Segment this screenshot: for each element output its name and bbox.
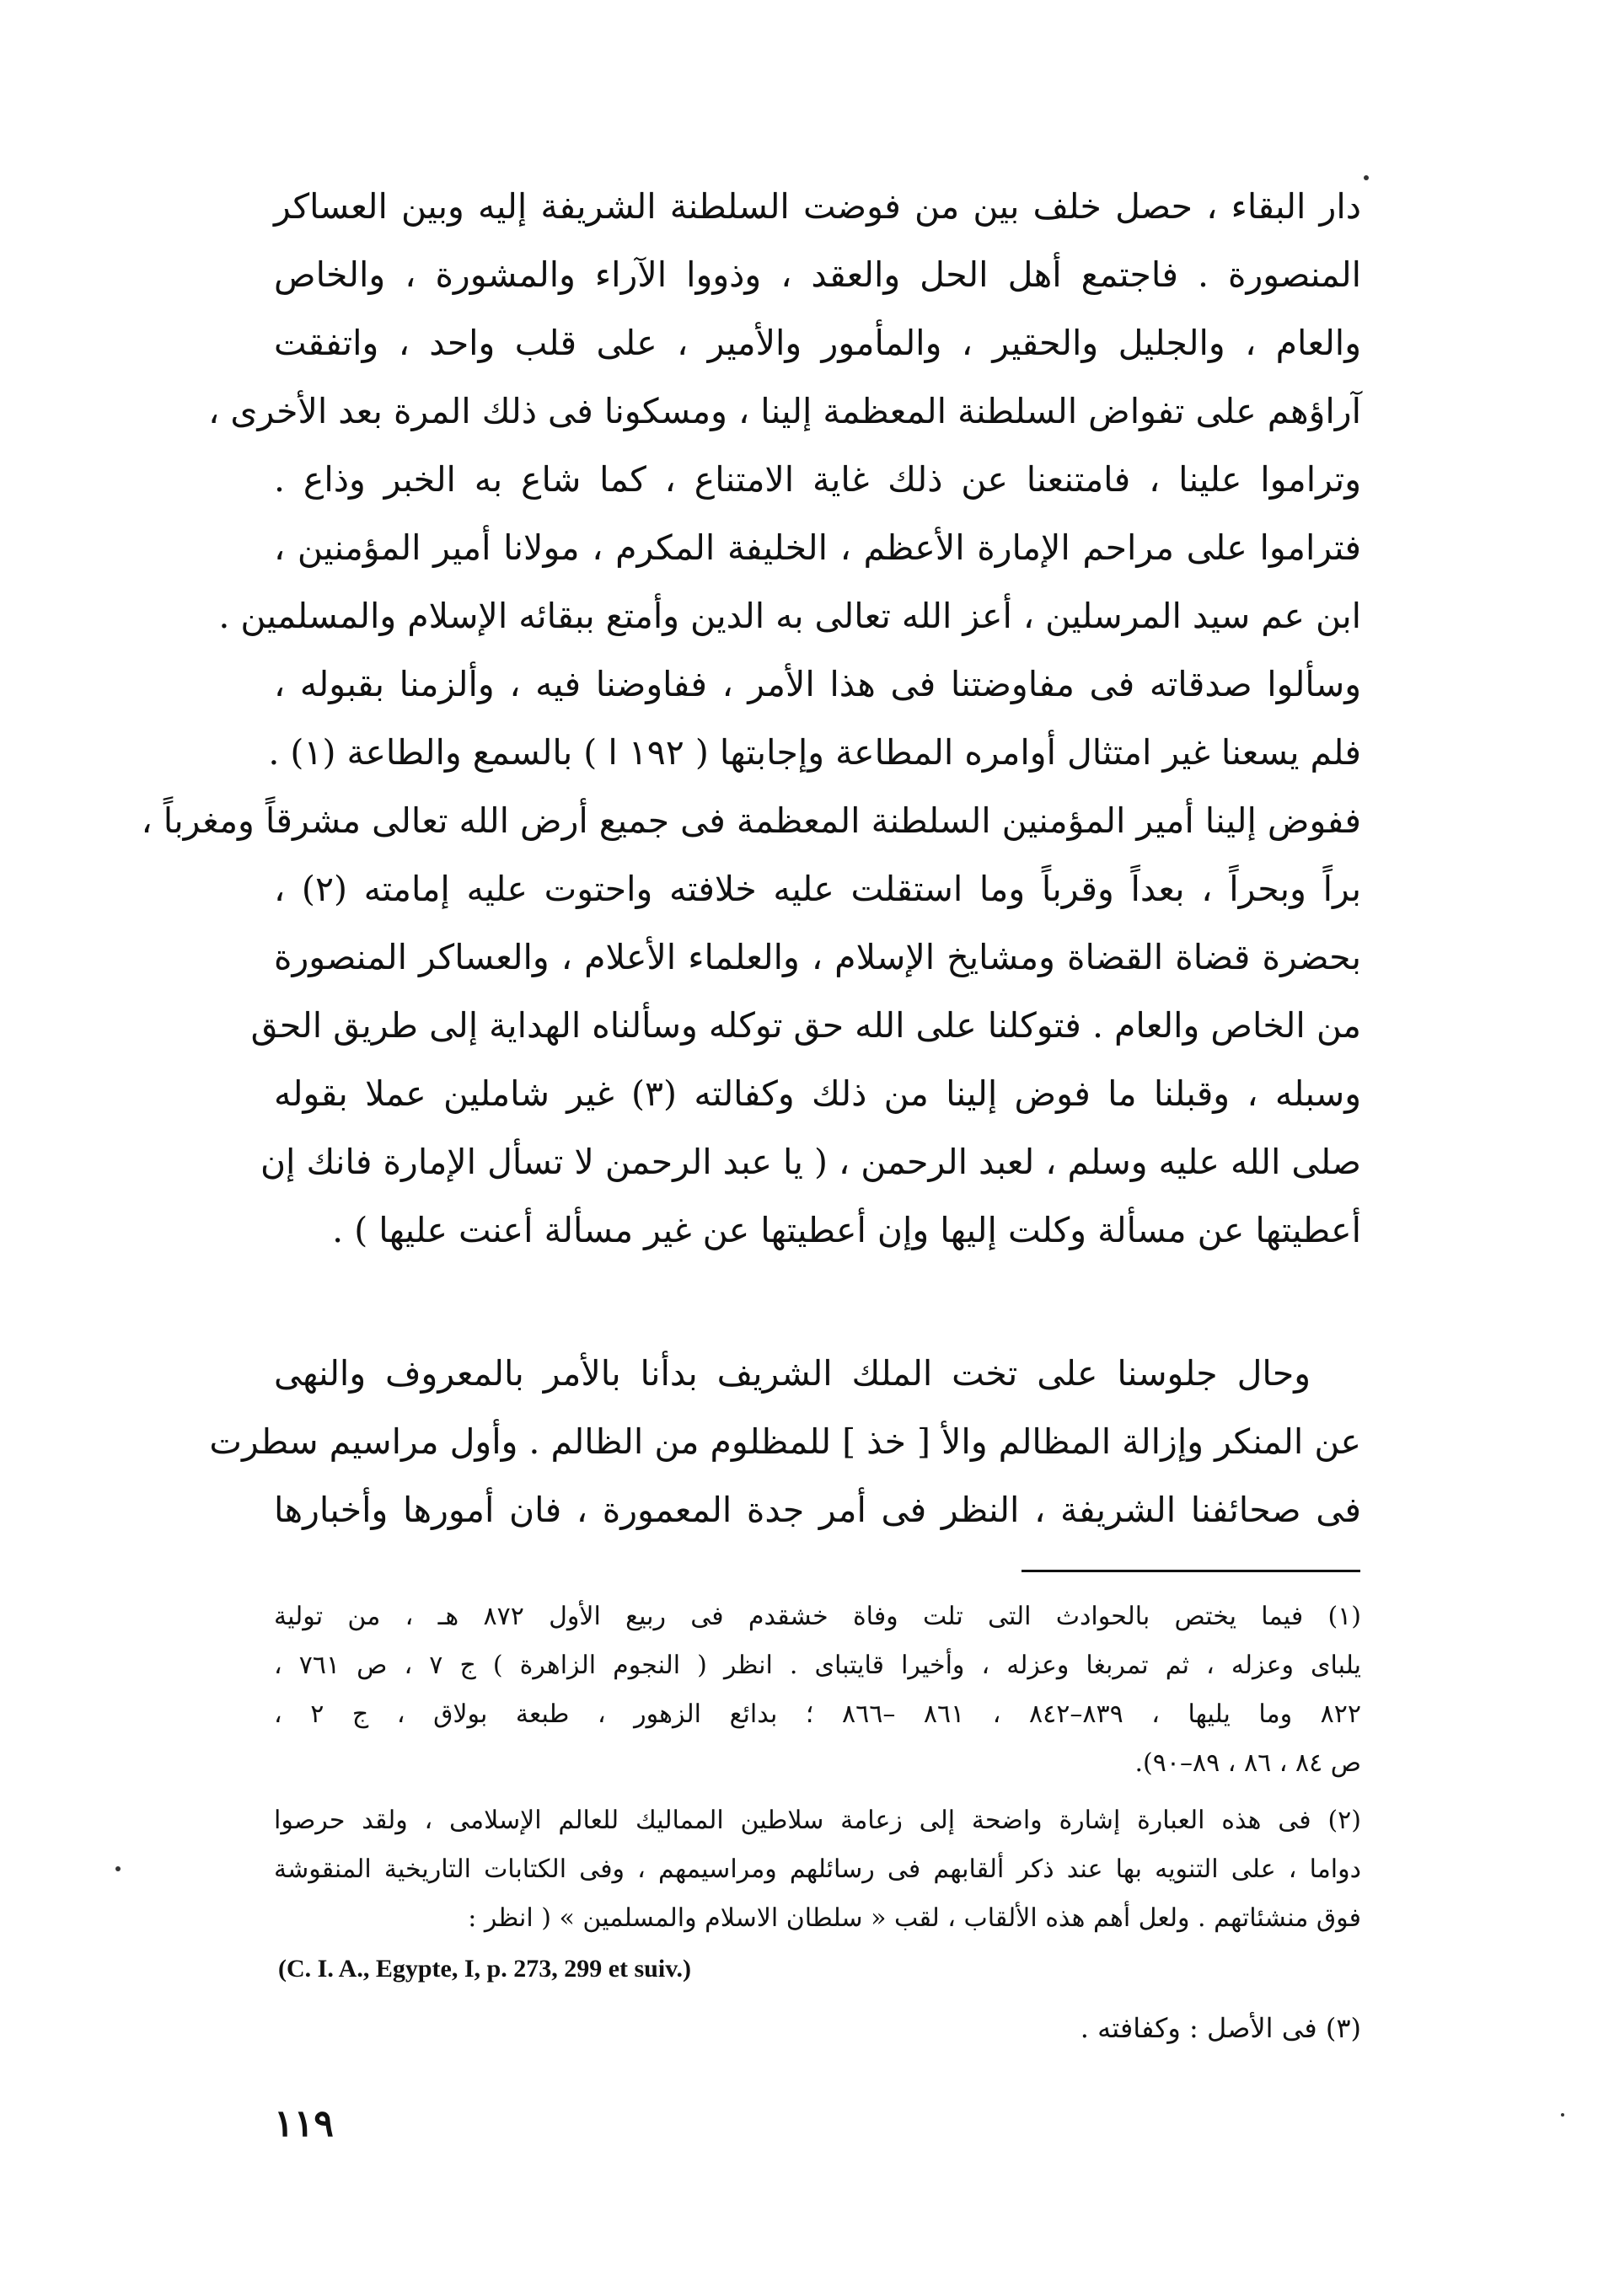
footnote-2-line: (٢) فى هذه العبارة إشارة واضحة إلى زعامة سلاطين المماليك للعالم الإسلامى ، ولقد حرصوا (274, 1806, 1361, 1835)
text-line: أعطيتها عن مسألة وكلت إليها وإن أعطيتها عن غير مسألة أعنت عليها ) . (332, 1210, 1361, 1250)
scan-speck (1364, 175, 1369, 180)
footnote-3: (٣) فى الأصل : وكفافته . (1080, 2012, 1361, 2044)
text-line: دار البقاء ، حصل خلف بين من فوضت السلطنة الشريفة إليه وبين العساكر (274, 186, 1361, 227)
text-line: ابن عم سيد المرسلين ، أعز الله تعالى به الدين وأمتع ببقائه الإسلام والمسلمين . (218, 596, 1361, 636)
footnote-2-citation: (C. I. A., Egypte, I, p. 273, 299 et suiv.) (278, 1955, 692, 1983)
page-number: ١١٩ (274, 2102, 334, 2145)
text-line: والعام ، والجليل والحقير ، والمأمور والأمير ، على قلب واحد ، واتفقت (274, 323, 1361, 363)
scan-speck (115, 1866, 121, 1871)
main-paragraph-2 (209, 1340, 1361, 1544)
footnotes (274, 1592, 1361, 2052)
text-line: فتراموا على مراحم الإمارة الأعظم ، الخليفة المكرم ، مولانا أمير المؤمنين ، (274, 527, 1361, 568)
footnote-1-line: ٨٢٢ وما يليها ، ٨٣٩–٨٤٢ ، ٨٦١ –٨٦٦ ؛ بدائع الزهور ، طبعة بولاق ، ج ٢ ، (274, 1699, 1361, 1729)
main-paragraph-1 (141, 173, 1362, 1265)
text-line: وسألوا صدقاته فى مفاوضتنا فى هذا الأمر ، ففاوضنا فيه ، وألزمنا بقبوله ، (274, 664, 1361, 704)
footnote-1-line: (١) فيما يختص بالحوادث التى تلت وفاة خشقدم فى ربيع الأول ٨٧٢ هـ ، من تولية (274, 1602, 1362, 1631)
text-line: وسبله ، وقبلنا ما فوض إلينا من ذلك وكفالته (٣) غير شاملين عملا بقوله (274, 1073, 1361, 1114)
text-line: ففوض إلينا أمير المؤمنين السلطنة المعظمة فى جميع أرض الله تعالى مشرقاً ومغرباً ، (141, 800, 1361, 841)
text-line: فلم يسعنا غير امتثال أوامره المطاعة وإجابتها ( ١٩٢ ا ) بالسمع والطاعة (١) . (268, 732, 1361, 773)
text-line: فى صحائفنا الشريفة ، النظر فى أمر جدة المعمورة ، فان أمورها وأخبارها (274, 1490, 1361, 1530)
text-line: وحال جلوسنا على تخت الملك الشريف بدأنا بالأمر بالمعروف والنهى (274, 1353, 1311, 1394)
scan-speck (1561, 2113, 1564, 2117)
footnote-1-line: ص ٨٤ ، ٨٦ ، ٨٩–٩٠). (1134, 1748, 1361, 1778)
text-line: آراؤهم على تفواض السلطنة المعظمة إلينا ، ومسكونا فى ذلك المرة بعد الأخرى ، (208, 391, 1361, 431)
text-line: المنصورة . فاجتمع أهل الحل والعقد ، وذووا الآراء والمشورة ، والخاص (274, 254, 1361, 295)
footnote-1-line: يلباى وعزله ، ثم تمربغا وعزله ، وأخيرا قايتباى . انظر ( النجوم الزاهرة ) ج ٧ ، ص ٧٦١ ، (274, 1651, 1362, 1680)
footnote-divider (1022, 1570, 1360, 1572)
text-line: براً وبحراً ، بعداً وقرباً وما استقلت عليه خلافته واحتوت عليه إمامته (٢) ، (274, 869, 1362, 909)
text-line: وتراموا علينا ، فامتنعنا عن ذلك غاية الامتناع ، كما شاع به الخبر وذاع . (274, 459, 1361, 500)
text-line: بحضرة قضاة القضاة ومشايخ الإسلام ، والعلماء الأعلام ، والعساكر المنصورة (274, 937, 1361, 977)
footnote-2-line: فوق منشئاتهم . ولعل أهم هذه الألقاب ، لقب « سلطان الاسلام والمسلمين » ( انظر : (468, 1903, 1361, 1933)
footnote-2-line: دواما ، على التنويه بها عند ذكر ألقابهم فى رسائلهم ومراسيمهم ، وفى الكتابات التاريخية المنقوشة (274, 1854, 1361, 1884)
text-line: عن المنكر وإزالة المظالم والأ [ خذ ] للمظلوم من الظالم . وأول مراسيم سطرت (209, 1421, 1361, 1462)
text-line: من الخاص والعام . فتوكلنا على الله حق توكله وسألناه الهداية إلى طريق الحق (250, 1005, 1361, 1046)
text-line: صلى الله عليه وسلم ، لعبد الرحمن ، ( يا عبد الرحمن لا تسأل الإمارة فانك إن (260, 1142, 1361, 1182)
